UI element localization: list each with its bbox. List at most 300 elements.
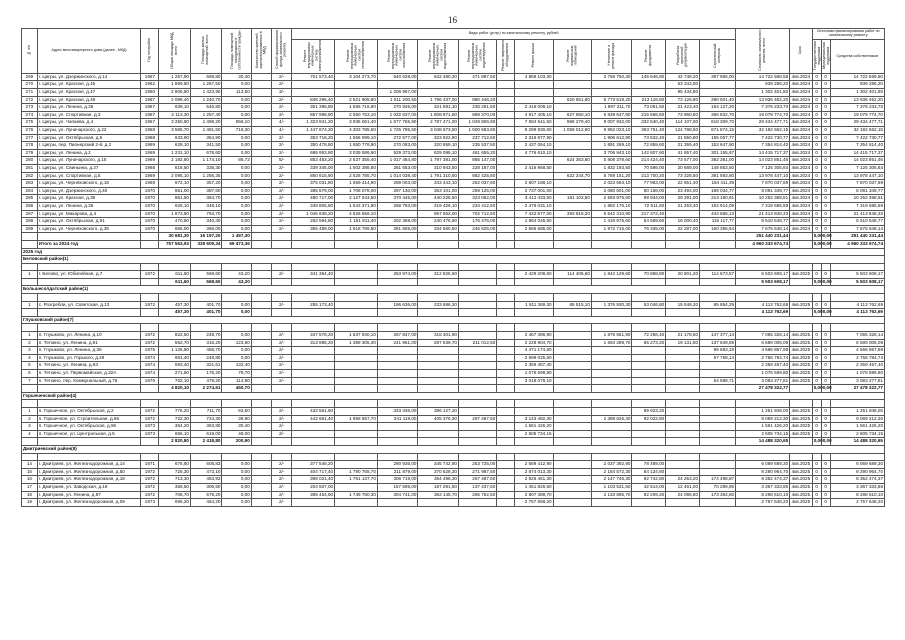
cell-residents xyxy=(251,202,271,210)
cell-v3: 1 206 967,00 xyxy=(377,89,418,97)
cell-r: 2/- xyxy=(272,73,292,81)
cell-v6 xyxy=(497,377,515,385)
cell-f1: 0 xyxy=(812,370,821,378)
cell-d: 4кв.2025 xyxy=(790,354,813,362)
cell-v9: 2 593 976,50 xyxy=(591,195,632,203)
cell-v3: 202 358,00 xyxy=(377,218,418,226)
cell-d: 4кв.2025 xyxy=(790,476,813,484)
cell-v2: 1 566 099,10 xyxy=(335,134,378,142)
cell-v4: 396 127,20 xyxy=(418,407,459,415)
cell-tot: 4 566 857,98 xyxy=(736,347,790,355)
cell-empty xyxy=(272,263,292,271)
cell-v12: 148 853,50 xyxy=(700,164,736,172)
cell-la: 1 174,10 xyxy=(190,157,222,165)
cell-la: 248,70 xyxy=(190,332,222,340)
table-row xyxy=(22,157,885,165)
cell-v10: 332 540,40 xyxy=(632,119,666,127)
cell-ta: 651,00 xyxy=(159,187,191,195)
cell-empty xyxy=(22,294,38,302)
cell-v9: 2 080 601,00 xyxy=(591,187,632,195)
cell-v9 xyxy=(591,362,632,370)
cell-v4: 642 480,30 xyxy=(418,73,459,81)
cell-v7: 1 811 369,30 xyxy=(515,301,553,309)
cell-v6 xyxy=(497,202,515,210)
cell-v5: 323 062,00 xyxy=(458,195,496,203)
cell-d: 4кв.2024 xyxy=(790,157,813,165)
cell-f2: 0 xyxy=(821,461,830,469)
cell-tot: 13 936 462,20 xyxy=(736,96,790,104)
cell-empty xyxy=(632,324,666,332)
cell-v4 xyxy=(418,438,459,446)
cell-f1: 0,00 xyxy=(812,233,821,241)
cell-addr: г. Цигры, пер. Пионерский 2-й, д.2 xyxy=(37,142,141,150)
cell-v5 xyxy=(458,309,496,317)
cell-residents xyxy=(251,96,271,104)
cell-v7: 3 412 433,50 xyxy=(515,195,553,203)
cell-empty xyxy=(632,400,666,408)
cell-v12: 214 190,61 xyxy=(700,195,736,203)
cell-v1: 1 045 636,20 xyxy=(292,210,335,218)
cell-addr: г. Дмитриев, ул. Железнодорожная, д.50 xyxy=(37,468,141,476)
section-header-row xyxy=(22,248,885,256)
cell-la: 354,90 xyxy=(190,134,222,142)
cell-f1: 0 xyxy=(812,164,821,172)
cell-ta: 611,60 xyxy=(159,271,191,279)
cell-f1: 0,00 xyxy=(812,385,821,393)
cell-ta: 1 257,90 xyxy=(159,73,191,81)
cell-d: 4кв.2025 xyxy=(790,499,813,507)
cell-v12: 169 034,77 xyxy=(700,187,736,195)
table-row xyxy=(22,499,885,507)
cell-f3: 5 510 548,77 xyxy=(830,218,884,226)
cell-la: 363,80 xyxy=(190,423,222,431)
table-row xyxy=(22,142,885,150)
cell-y: 1973 xyxy=(141,423,159,431)
cell-v4: 287 539,70 xyxy=(418,339,459,347)
cell-addr: п. Горшечное, ул. Строительная, д.66 xyxy=(37,415,141,423)
cell-empty xyxy=(736,453,790,461)
cell-v10: 92 022,80 xyxy=(632,415,666,423)
cell-tot: 5 510 548,77 xyxy=(736,218,790,226)
cell-f1: 0 xyxy=(812,187,821,195)
cell-tot: 2 756 784,74 xyxy=(736,354,790,362)
cell-v12: 173 364,60 xyxy=(700,491,736,499)
cell-r: 2/- xyxy=(272,332,292,340)
cell-d: 4кв.2025 xyxy=(790,370,813,378)
cell-oa: 0,00 xyxy=(222,476,251,484)
cell-v5: 880 446,20 xyxy=(458,96,496,104)
cell-f2: 0 xyxy=(821,476,830,484)
cell-f2: 0 xyxy=(821,225,830,233)
cell-v6 xyxy=(497,111,515,119)
cell-la: 316,20 xyxy=(190,339,222,347)
cell-v9 xyxy=(591,430,632,438)
table-row xyxy=(22,407,885,415)
cell-y: 1967 xyxy=(141,119,159,127)
cell-residents xyxy=(251,218,271,226)
cell-v9: 9 007 932,00 xyxy=(591,119,632,127)
cell-v11: 19 131,80 xyxy=(666,339,700,347)
cell-v5: 1 500 683,80 xyxy=(458,127,496,135)
cell-empty xyxy=(190,263,222,271)
cell-residents xyxy=(251,499,271,507)
cell-v2: 3 935 061,40 xyxy=(335,119,378,127)
cell-tot: 6 069 689,30 xyxy=(736,461,790,469)
cell-v5: 259 125,00 xyxy=(458,187,496,195)
cell-residents xyxy=(251,134,271,142)
cell-v12 xyxy=(700,430,736,438)
cell-y: 1974 xyxy=(141,370,159,378)
cell-residents xyxy=(251,157,271,165)
cell-v11: 114 107,00 xyxy=(666,119,700,127)
cell-v4 xyxy=(418,89,459,97)
cell-d: 4кв.2025 xyxy=(790,461,813,469)
cell-f3: 7 422 730,77 xyxy=(830,134,884,142)
cell-v6 xyxy=(497,483,515,491)
cell-v3 xyxy=(377,423,418,431)
cell-v10: 73 061,50 xyxy=(632,104,666,112)
cell-v4: 334 560,50 xyxy=(418,225,459,233)
cell-v9: 1 882 176,10 xyxy=(591,202,632,210)
cell-oa: 0,00 xyxy=(222,164,251,172)
cell-v5: 137 437,50 xyxy=(458,483,496,491)
cell-addr: г. Цигры, ул. Красная, д.39 xyxy=(37,195,141,203)
header-w12: Строительный контроль xyxy=(700,40,736,74)
cell-v1 xyxy=(292,240,335,248)
cell-v10: 72 511,60 xyxy=(632,202,666,210)
cell-empty xyxy=(458,400,496,408)
cell-f2: 0 xyxy=(821,104,830,112)
cell-oa: 0,00 xyxy=(222,491,251,499)
cell-f3: 19 079 774,70 xyxy=(830,111,884,119)
cell-addr: п. Горшечное, ул. Центральная, д.5 xyxy=(37,430,141,438)
cell-addr: г. Цигры, ул. Чапаева, д.4 xyxy=(37,119,141,127)
cell-r xyxy=(272,278,292,286)
header-w1: Ремонт внутридомовых инженерных систем электроснабжения xyxy=(292,40,335,74)
cell-ta: 457,30 xyxy=(159,301,191,309)
cell-la: 364,70 xyxy=(190,195,222,203)
cell-addr: г. Цигры, ул. Ленина, д.2 xyxy=(37,149,141,157)
cell-addr: г. Дмитриев, ул. Железнодорожная, д.18 xyxy=(37,476,141,484)
cell-la: 546,80 xyxy=(190,104,222,112)
cell-y: 1976 xyxy=(141,377,159,385)
cell-empty xyxy=(812,294,821,302)
cell-v4: 1 791 310,50 xyxy=(418,172,459,180)
cell-n xyxy=(22,278,38,286)
cell-v4 xyxy=(418,499,459,507)
cell-v10 xyxy=(632,347,666,355)
cell-v7: 2 359 457,40 xyxy=(515,362,553,370)
cell-r xyxy=(272,240,292,248)
cell-v3: 268 793,00 xyxy=(377,202,418,210)
cell-d: 4кв.2024 xyxy=(790,210,813,218)
cell-v2: 1 555 715,90 xyxy=(335,104,378,112)
cell-f3: 6 069 689,30 xyxy=(830,461,884,469)
cell-y: 1970 xyxy=(141,225,159,233)
header-f2: Муниципальная поддержка xyxy=(821,40,830,74)
cell-y: 1972 xyxy=(141,476,159,484)
cell-residents xyxy=(251,89,271,97)
cell-r: 2/- xyxy=(272,111,292,119)
cell-v9: 3 706 943,10 xyxy=(591,149,632,157)
table-row xyxy=(22,225,885,233)
cell-v7: 2 467 396,90 xyxy=(515,332,553,340)
cell-v2: 3 104 273,70 xyxy=(335,73,378,81)
cell-n: 2 xyxy=(22,415,38,423)
cell-v5: 1 049 806,90 xyxy=(458,119,496,127)
cell-v10: 363 751,40 xyxy=(632,127,666,135)
cell-empty xyxy=(591,263,632,271)
cell-v6 xyxy=(497,225,515,233)
cell-empty xyxy=(790,324,813,332)
cell-oa: 0,00 xyxy=(222,187,251,195)
cell-residents xyxy=(251,354,271,362)
cell-f2: 0 xyxy=(821,111,830,119)
header-total-cost: Стоимость капитального ремонта, всего xyxy=(736,29,790,74)
cell-r: 2/- xyxy=(272,149,292,157)
cell-v1: 1 447 674,20 xyxy=(292,127,335,135)
cell-v3: 1 022 637,00 xyxy=(377,111,418,119)
cell-f3: 5 503 608,17 xyxy=(830,278,884,286)
cell-oa: 0,00 xyxy=(222,142,251,150)
cell-tot: 2 359 457,40 xyxy=(736,362,790,370)
cell-v7 xyxy=(515,407,553,415)
cell-v11 xyxy=(666,347,700,355)
cell-v5 xyxy=(458,499,496,507)
cell-n: 4 xyxy=(22,354,38,362)
cell-n: 1 xyxy=(22,407,38,415)
cell-empty xyxy=(812,453,821,461)
cell-r: 2/- xyxy=(272,354,292,362)
cell-r: 5/- xyxy=(272,157,292,165)
table-row xyxy=(22,218,885,226)
cell-y: 1969 xyxy=(141,149,159,157)
cell-v5: 702 712,50 xyxy=(458,210,496,218)
cell-empty xyxy=(141,453,159,461)
cell-f1: 0 xyxy=(812,430,821,438)
cell-addr: г. Цигры, ул. Макарова, д.4 xyxy=(37,210,141,218)
cell-r: 2/- xyxy=(272,301,292,309)
cell-v10: 217 372,40 xyxy=(632,210,666,218)
cell-n: 3 xyxy=(22,347,38,355)
cell-f1: 0 xyxy=(812,202,821,210)
cell-f3: 14 415 717,37 xyxy=(830,149,884,157)
cell-tot: 7 125 305,84 xyxy=(736,164,790,172)
cell-d xyxy=(790,278,813,286)
cell-y: 1972 xyxy=(141,483,159,491)
cell-v5 xyxy=(458,271,496,279)
cell-empty xyxy=(292,453,335,461)
table-row xyxy=(22,354,885,362)
cell-d: 4кв.2024 xyxy=(790,89,813,97)
cell-v3: 540 628,00 xyxy=(377,73,418,81)
cell-v11 xyxy=(666,499,700,507)
cell-v8 xyxy=(553,202,591,210)
cell-v4: 323 922,90 xyxy=(418,134,459,142)
cell-v9 xyxy=(591,407,632,415)
cell-f1: 0,00 xyxy=(812,438,821,446)
cell-v5 xyxy=(458,430,496,438)
cell-f2: 0 xyxy=(821,164,830,172)
header-method: Способ формирования фонда капитального ремонта xyxy=(272,29,292,74)
header-total-area: Общая площадь МКД, всего xyxy=(159,29,191,74)
cell-v11: 73 577,00 xyxy=(666,157,700,165)
cell-f3: 1 302 401,80 xyxy=(830,89,884,97)
cell-v9: 1 875 551,90 xyxy=(591,332,632,340)
cell-d: 4кв.2025 xyxy=(790,362,813,370)
cell-n: 5 xyxy=(22,362,38,370)
cell-oa: 0,00 xyxy=(222,499,251,507)
cell-v11: 16 000,40 xyxy=(666,218,700,226)
cell-r: 2/- xyxy=(272,423,292,431)
cell-v11: 20 689,00 xyxy=(666,164,700,172)
cell-empty xyxy=(497,294,515,302)
cell-ta: 861,50 xyxy=(159,195,191,203)
cell-v7: 2 437 064,10 xyxy=(515,142,553,150)
cell-v11 xyxy=(666,354,700,362)
cell-v6 xyxy=(497,271,515,279)
cell-d: 4кв.2025 xyxy=(790,468,813,476)
cell-v9 xyxy=(591,354,632,362)
cell-r: 2/- xyxy=(272,483,292,491)
cell-f1: 0 xyxy=(812,407,821,415)
cell-v7: 7 584 541,50 xyxy=(515,119,553,127)
table-row xyxy=(22,210,885,218)
cell-f2: 0 xyxy=(821,415,830,423)
cell-y: 1975 xyxy=(141,347,159,355)
cell-v3 xyxy=(377,370,418,378)
cell-f3: 10 252 388,61 xyxy=(830,195,884,203)
cell-f1: 0 xyxy=(812,210,821,218)
cell-v5: 235 537,50 xyxy=(458,142,496,150)
cell-ta: 4 820,10 xyxy=(159,385,191,393)
cell-v1: 353 716,20 xyxy=(292,134,335,142)
cell-n xyxy=(22,233,38,241)
cell-v11 xyxy=(666,278,700,286)
cell-v7: 2 699 025,60 xyxy=(515,354,553,362)
cell-r_res xyxy=(251,278,271,286)
cell-la: 619,00 xyxy=(190,430,222,438)
header-address: Адрес многоквартирного дома (далее - МКД) xyxy=(37,29,141,74)
cell-empty xyxy=(22,400,38,408)
cell-addr: г. Цигры, ул. Ленина, д.36 xyxy=(37,104,141,112)
cell-f3: 8 290 964,70 xyxy=(830,468,884,476)
cell-tot: 8 091 349,77 xyxy=(736,187,790,195)
page-number: 16 xyxy=(448,15,457,25)
cell-v2 xyxy=(335,438,378,446)
cell-v10: 82 209,20 xyxy=(632,491,666,499)
cell-y: 1967 xyxy=(141,96,159,104)
table-row xyxy=(22,415,885,423)
cell-d: 4кв.2025 xyxy=(790,339,813,347)
spacer-row xyxy=(22,324,885,332)
cell-f3: 32 192 662,15 xyxy=(830,127,884,135)
cell-empty xyxy=(190,453,222,461)
section-header-row xyxy=(22,286,885,294)
cell-v12: 85 864,29 xyxy=(700,301,736,309)
cell-v6 xyxy=(497,278,515,286)
section-title: Глушковский район(7) xyxy=(22,316,885,324)
cell-v4: 319 426,10 xyxy=(418,202,459,210)
header-w5: Ремонт внутридомовых инженерных систем водоотведения xyxy=(458,40,496,74)
cell-ta: 3 250,90 xyxy=(159,119,191,127)
cell-v1: 848 296,40 xyxy=(292,96,335,104)
cell-v10: 73 532,40 xyxy=(632,134,666,142)
cell-r: 2/- xyxy=(272,491,292,499)
cell-f2: 0 xyxy=(821,149,830,157)
cell-r: 2/- xyxy=(272,142,292,150)
cell-v7: 3 143 492,30 xyxy=(515,415,553,423)
cell-ta: 1 869,80 xyxy=(159,81,191,89)
cell-empty xyxy=(812,400,821,408)
cell-v7 xyxy=(515,157,553,165)
cell-v6 xyxy=(497,438,515,446)
table-row xyxy=(22,423,885,431)
cell-v2: 1 502 386,50 xyxy=(335,164,378,172)
cell-v12: 57 759,14 xyxy=(700,354,736,362)
subtotal-row xyxy=(22,233,885,241)
cell-n: 274 xyxy=(22,111,38,119)
cell-f3: 1 076 599,80 xyxy=(830,370,884,378)
cell-empty xyxy=(37,324,141,332)
cell-empty xyxy=(790,294,813,302)
cell-v12: 95 683,18 xyxy=(700,347,736,355)
cell-v9: 1 694 289,70 xyxy=(591,339,632,347)
cell-v7: 2 416 968,50 xyxy=(515,164,553,172)
section-title: Беловский район(1) xyxy=(22,256,885,264)
cell-f2: 0 xyxy=(821,407,830,415)
cell-v1: 850 616,80 xyxy=(292,172,335,180)
cell-n: 16 xyxy=(22,476,38,484)
cell-v5: 211 012,50 xyxy=(458,339,496,347)
cell-v11: 42 748,20 xyxy=(666,73,700,81)
cell-oa: 0,00 xyxy=(222,96,251,104)
cell-oa: 716,30 xyxy=(222,127,251,135)
cell-v3: 370 445,00 xyxy=(377,195,418,203)
cell-empty xyxy=(830,453,884,461)
cell-v4: 1 808 971,60 xyxy=(418,111,459,119)
cell-v12: 356 832,70 xyxy=(700,111,736,119)
cell-v12 xyxy=(700,362,736,370)
cell-f3: 7 378 233,70 xyxy=(830,104,884,112)
cell-empty xyxy=(222,294,251,302)
cell-n: 271 xyxy=(22,89,38,97)
cell-y: 1950 xyxy=(141,89,159,97)
cell-r: 2/- xyxy=(272,187,292,195)
cell-f3: 14 722 569,50 xyxy=(830,73,884,81)
cell-oa: 0,00 xyxy=(222,461,251,469)
cell-f2: 0 xyxy=(821,483,830,491)
table-row xyxy=(22,483,885,491)
section-header-row xyxy=(22,316,885,324)
cell-v1: 398 021,40 xyxy=(292,476,335,484)
cell-v5: 461 655,20 xyxy=(458,149,496,157)
cell-y xyxy=(141,233,159,241)
cell-empty xyxy=(591,324,632,332)
cell-empty xyxy=(458,263,496,271)
cell-v8: 114 406,60 xyxy=(553,271,591,279)
cell-v10 xyxy=(632,233,666,241)
cell-v9: 5 839 647,90 xyxy=(591,111,632,119)
cell-v7 xyxy=(515,233,553,241)
cell-y: 1973 xyxy=(141,499,159,507)
cell-addr: п. Теткино, пер. Коммунальный, д.76 xyxy=(37,377,141,385)
cell-empty xyxy=(222,324,251,332)
cell-n: 7 xyxy=(22,377,38,385)
cell-v8 xyxy=(553,142,591,150)
cell-tot: 14 488 320,65 xyxy=(736,438,790,446)
cell-y: 1968 xyxy=(141,164,159,172)
